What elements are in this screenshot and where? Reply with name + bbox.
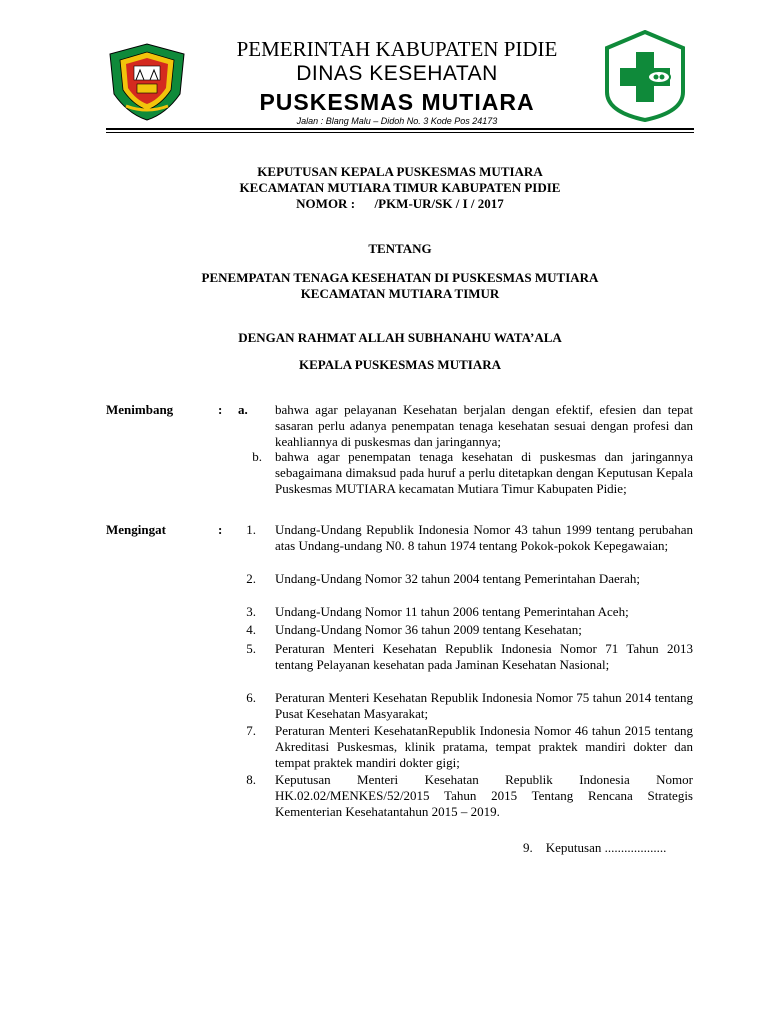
rahmat-line: DENGAN RAHMAT ALLAH SUBHANAHU WATA’ALA bbox=[238, 330, 562, 345]
subject-line2: KECAMATAN MUTIARA TIMUR bbox=[300, 286, 500, 301]
menimbang-item: bahwa agar pelayanan Kesehatan berjalan dengan efektif, efesien dan tepat sasaran perlu adanya penempatan tenaga kesehatan sesuai dengan profesi dan keahliannya di puskesmas dan jaringannya; bbox=[275, 402, 693, 449]
header-institution: PUSKESMAS MUTIARA bbox=[259, 89, 535, 115]
kepala-line: KEPALA PUSKESMAS MUTIARA bbox=[298, 357, 501, 372]
menimbang-colon: : bbox=[218, 402, 223, 417]
mengingat-item: Undang-Undang Republik Indonesia Nomor 43 tahun 1999 tentang perubahan atas Undang-undang N0. 8 tahun 1974 tentang Pokok-pokok Kepegawaian; bbox=[275, 522, 693, 553]
mengingat-item: Peraturan Menteri KesehatanRepublik Indonesia Nomor 46 tahun 2015 tentang Akreditasi Puskesmas, klinik pratama, tempat praktek mandiri dokter dan tempat praktek mandiri dokter gigi; bbox=[275, 723, 693, 770]
mengingat-num: 3. bbox=[246, 604, 256, 619]
mengingat-item: Undang-Undang Nomor 32 tahun 2004 tentang Pemerintahan Daerah; bbox=[275, 571, 640, 586]
tentang-heading: TENTANG bbox=[368, 241, 432, 256]
mengingat-item: Undang-Undang Nomor 36 tahun 2009 tentang Kesehatan; bbox=[275, 622, 582, 637]
mengingat-num: 2. bbox=[246, 571, 256, 586]
header-rule-thick bbox=[106, 128, 694, 130]
mengingat-label: Mengingat bbox=[106, 522, 166, 537]
continuation-marker: 9. Keputusan ................... bbox=[523, 840, 667, 855]
header-address: Jalan : Blang Malu – Didoh No. 3 Kode Pos 24173 bbox=[296, 116, 498, 126]
decree-number: NOMOR : /PKM-UR/SK / I / 2017 bbox=[296, 196, 504, 211]
mengingat-num: 5. bbox=[246, 641, 256, 656]
mengingat-num: 4. bbox=[246, 622, 256, 637]
subject-line1: PENEMPATAN TENAGA KESEHATAN DI PUSKESMAS MUTIARA bbox=[201, 270, 599, 285]
mengingat-num: 1. bbox=[246, 522, 256, 537]
puskesmas-logo-icon bbox=[603, 30, 687, 122]
mengingat-item: Keputusan Menteri Kesehatan Republik Indonesia Nomor HK.02.02/MENKES/52/2015 Tahun 2015 Tentang Rencana Strategis Kementerian Kesehatantahun 2015 – 2019. bbox=[275, 772, 693, 819]
menimbang-label: Menimbang bbox=[106, 402, 174, 417]
mengingat-num: 6. bbox=[246, 690, 256, 705]
mengingat-item: Peraturan Menteri Kesehatan Republik Indonesia Nomor 71 Tahun 2013 tentang Pelayanan kesehatan pada Jaminan Kesehatan Nasional; bbox=[275, 641, 693, 672]
menimbang-num: b. bbox=[252, 449, 262, 464]
menimbang-num: a. bbox=[238, 402, 248, 417]
header-government: PEMERINTAH KABUPATEN PIDIE bbox=[236, 37, 558, 61]
menimbang-item: bahwa agar penempatan tenaga kesehatan di puskesmas dan jaringannya sebagaimana dimaksud pada huruf a perlu ditetapkan dengan Keputusan Kepala Puskesmas MUTIARA kecamatan Mutiara Timur Kabupaten Pidie; bbox=[275, 449, 693, 496]
mengingat-item: Undang-Undang Nomor 11 tahun 2006 tentang Pemerintahan Aceh; bbox=[275, 604, 629, 619]
mengingat-num: 7. bbox=[246, 723, 256, 738]
mengingat-item: Peraturan Menteri Kesehatan Republik Indonesia Nomor 75 tahun 2014 tentang Pusat Kesehatan Masyarakat; bbox=[275, 690, 693, 721]
header-rule-thin bbox=[106, 132, 694, 133]
mengingat-num: 8. bbox=[246, 772, 256, 787]
decree-title-line1: KEPUTUSAN KEPALA PUSKESMAS MUTIARA bbox=[257, 164, 543, 179]
pidie-emblem-icon bbox=[104, 40, 190, 122]
header-department: DINAS KESEHATAN bbox=[296, 62, 498, 85]
decree-title-line2: KECAMATAN MUTIARA TIMUR KABUPATEN PIDIE bbox=[239, 180, 561, 195]
mengingat-colon: : bbox=[218, 522, 223, 537]
